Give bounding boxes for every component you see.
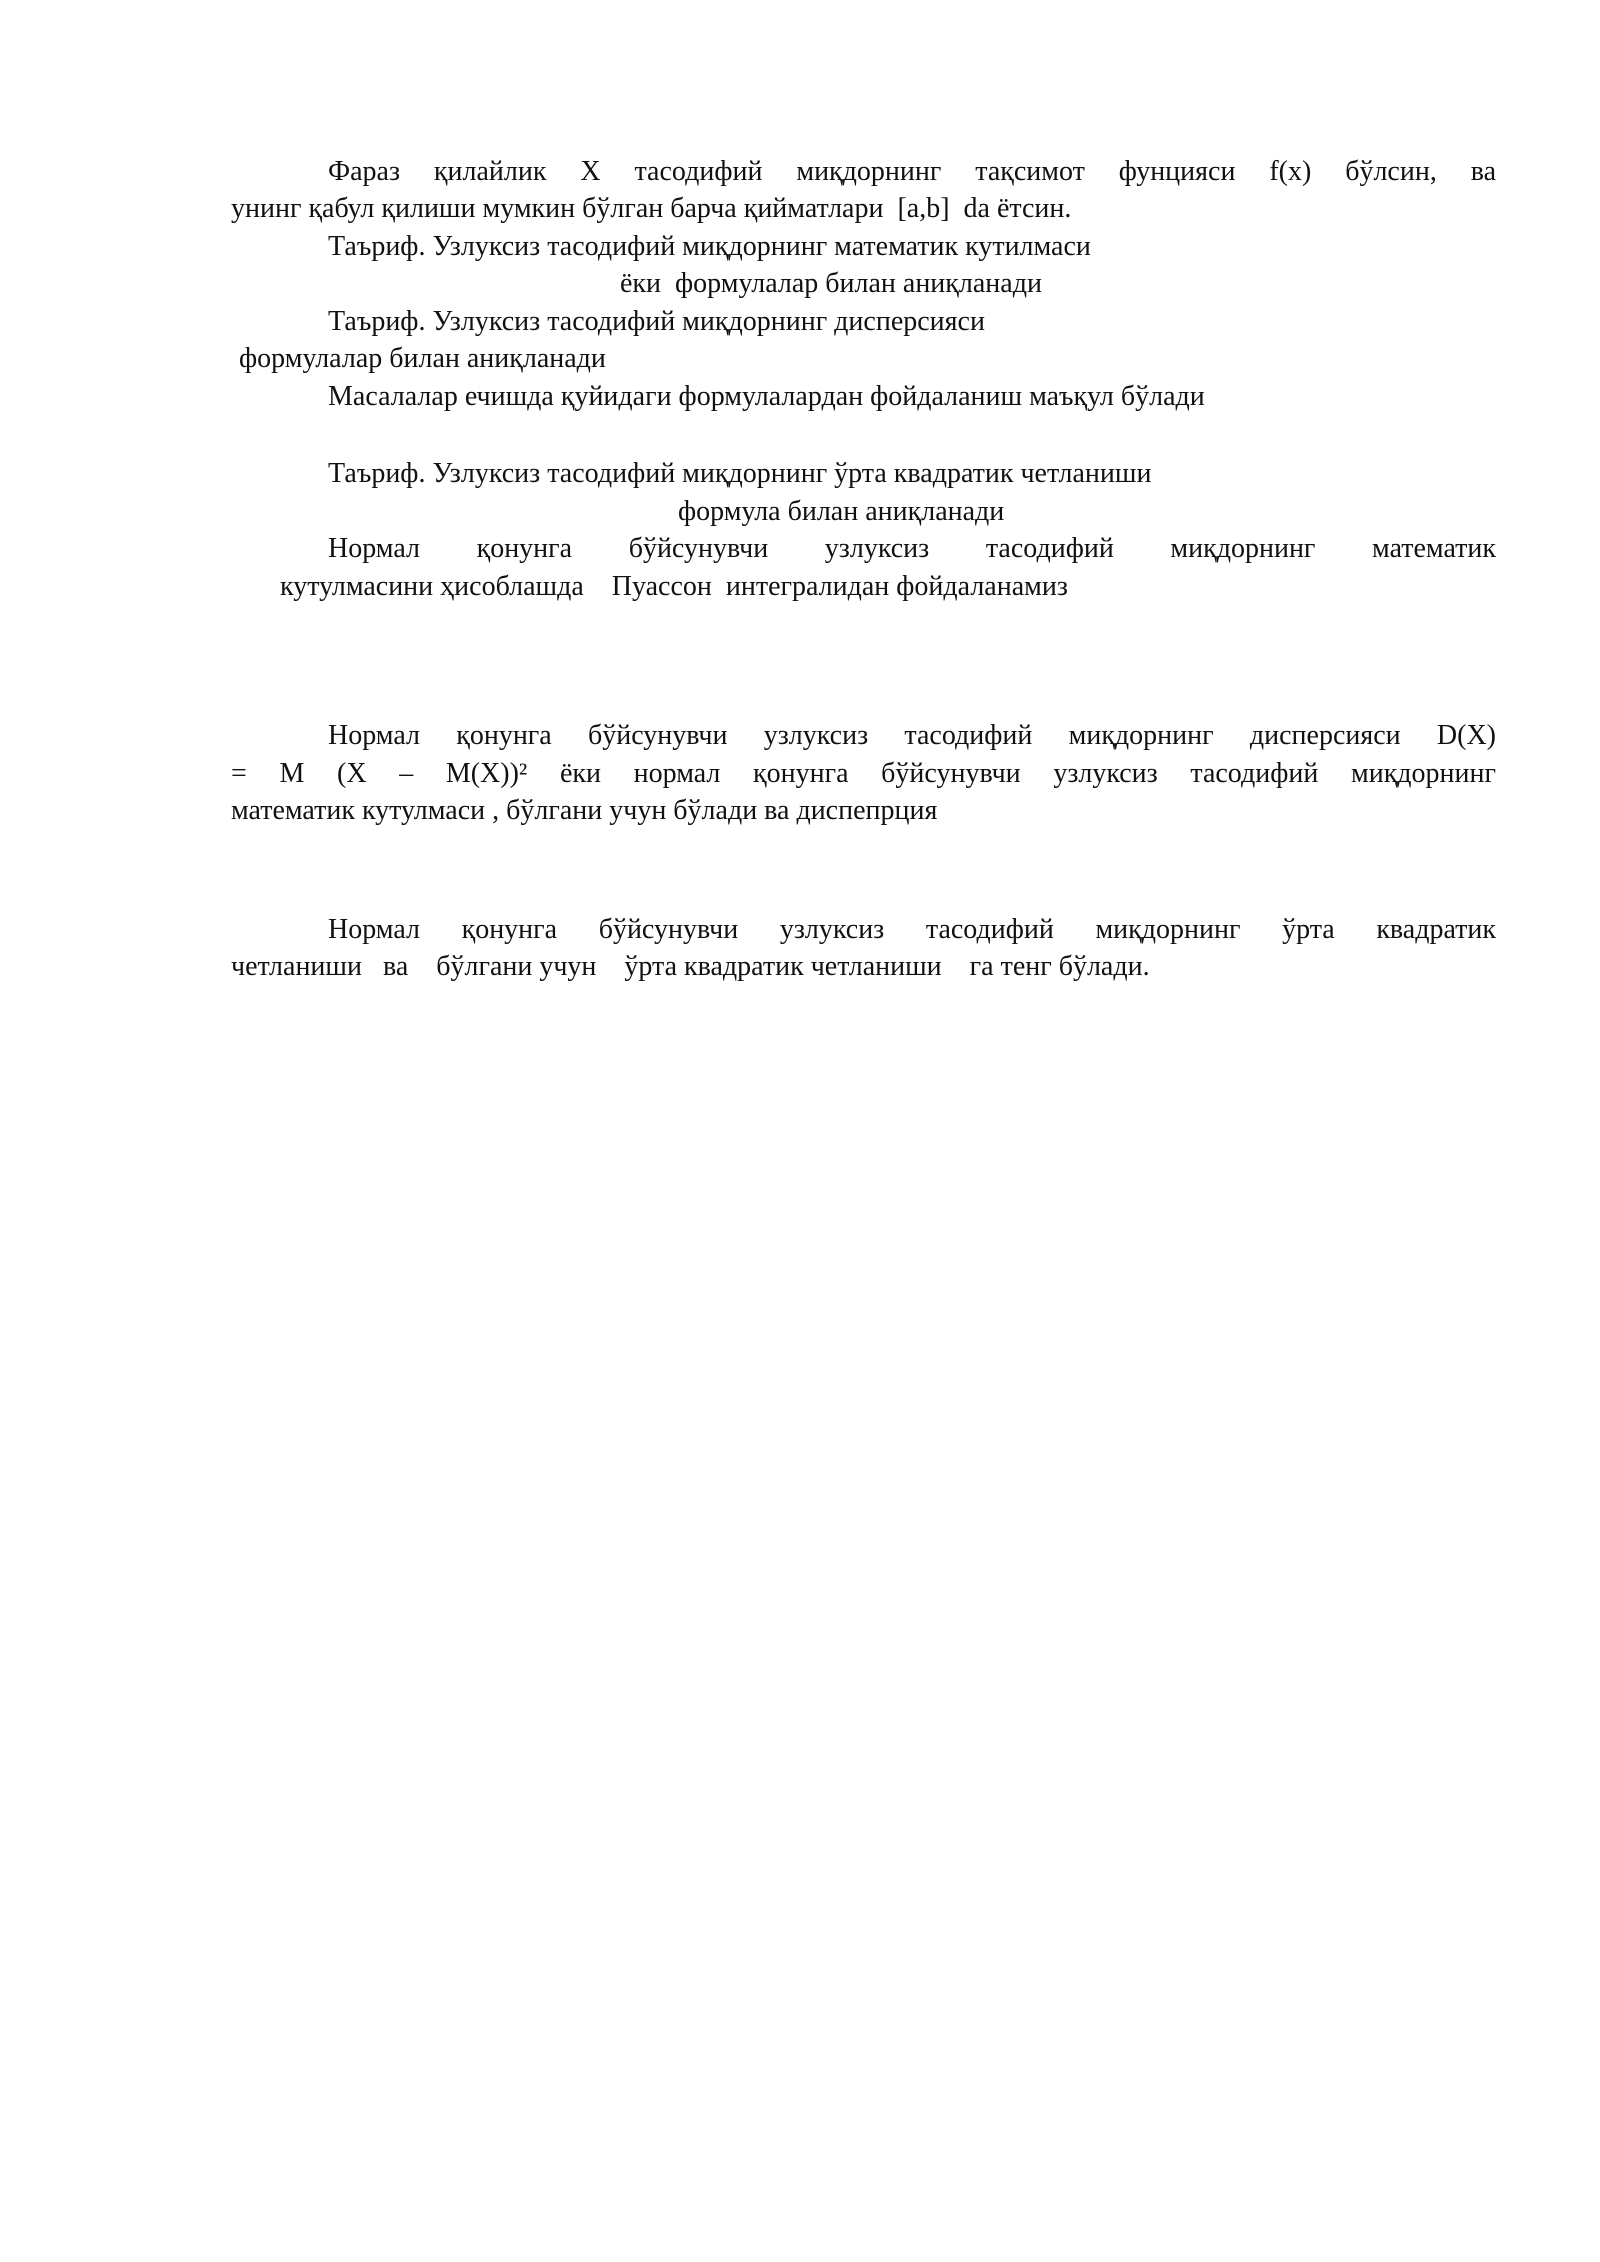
definition-variance-line-1: Таъриф. Узлуксиз тасодифий миқдорнинг дисперсияси: [328, 306, 985, 337]
hint-line: Масалалар ечишда қуйидаги формулалардан фойдаланиш маъқул бўлади: [328, 381, 1205, 412]
definition-expectation-line-2: ёки формулалар билан аниқланади: [620, 268, 1042, 299]
normal-std-line-1: Нормал қонунга бўйсунувчи узлуксиз тасодифий миқдорнинг ўрта квадратик: [328, 914, 1496, 945]
intro-line-2: унинг қабул қилиши мумкин бўлган барча қийматлари [a,b] da ётсин.: [231, 193, 1072, 224]
normal-expectation-line-1: Нормал қонунга бўйсунувчи узлуксиз тасодифий миқдорнинг математик: [328, 533, 1496, 564]
normal-expectation-line-2: кутулмасини ҳисоблашда Пуассон интегралидан фойдаланамиз: [280, 571, 1068, 602]
definition-std-line-1: Таъриф. Узлуксиз тасодифий миқдорнинг ўрта квадратик четланиши: [328, 458, 1152, 489]
normal-variance-line-1: Нормал қонунга бўйсунувчи узлуксиз тасодифий миқдорнинг дисперсияси D(X): [328, 720, 1496, 751]
normal-variance-line-2: = M (X – M(X))² ёки нормал қонунга бўйсунувчи узлуксиз тасодифий миқдорнинг: [231, 758, 1496, 789]
definition-expectation-line-1: Таъриф. Узлуксиз тасодифий миқдорнинг математик кутилмаси: [328, 231, 1091, 262]
definition-variance-line-2: формулалар билан аниқланади: [239, 343, 606, 374]
intro-line-1: Фараз қилайлик X тасодифий миқдорнинг тақсимот фунцияси f(x) бўлсин, ва: [328, 156, 1496, 187]
normal-variance-line-3: математик кутулмаси , бўлгани учун бўлади ва диспепрция: [231, 795, 938, 826]
definition-std-line-2: формула билан аниқланади: [678, 496, 1005, 527]
normal-std-line-2: четланиши ва бўлгани учун ўрта квадратик четланиши га тенг бўлади.: [231, 951, 1150, 982]
